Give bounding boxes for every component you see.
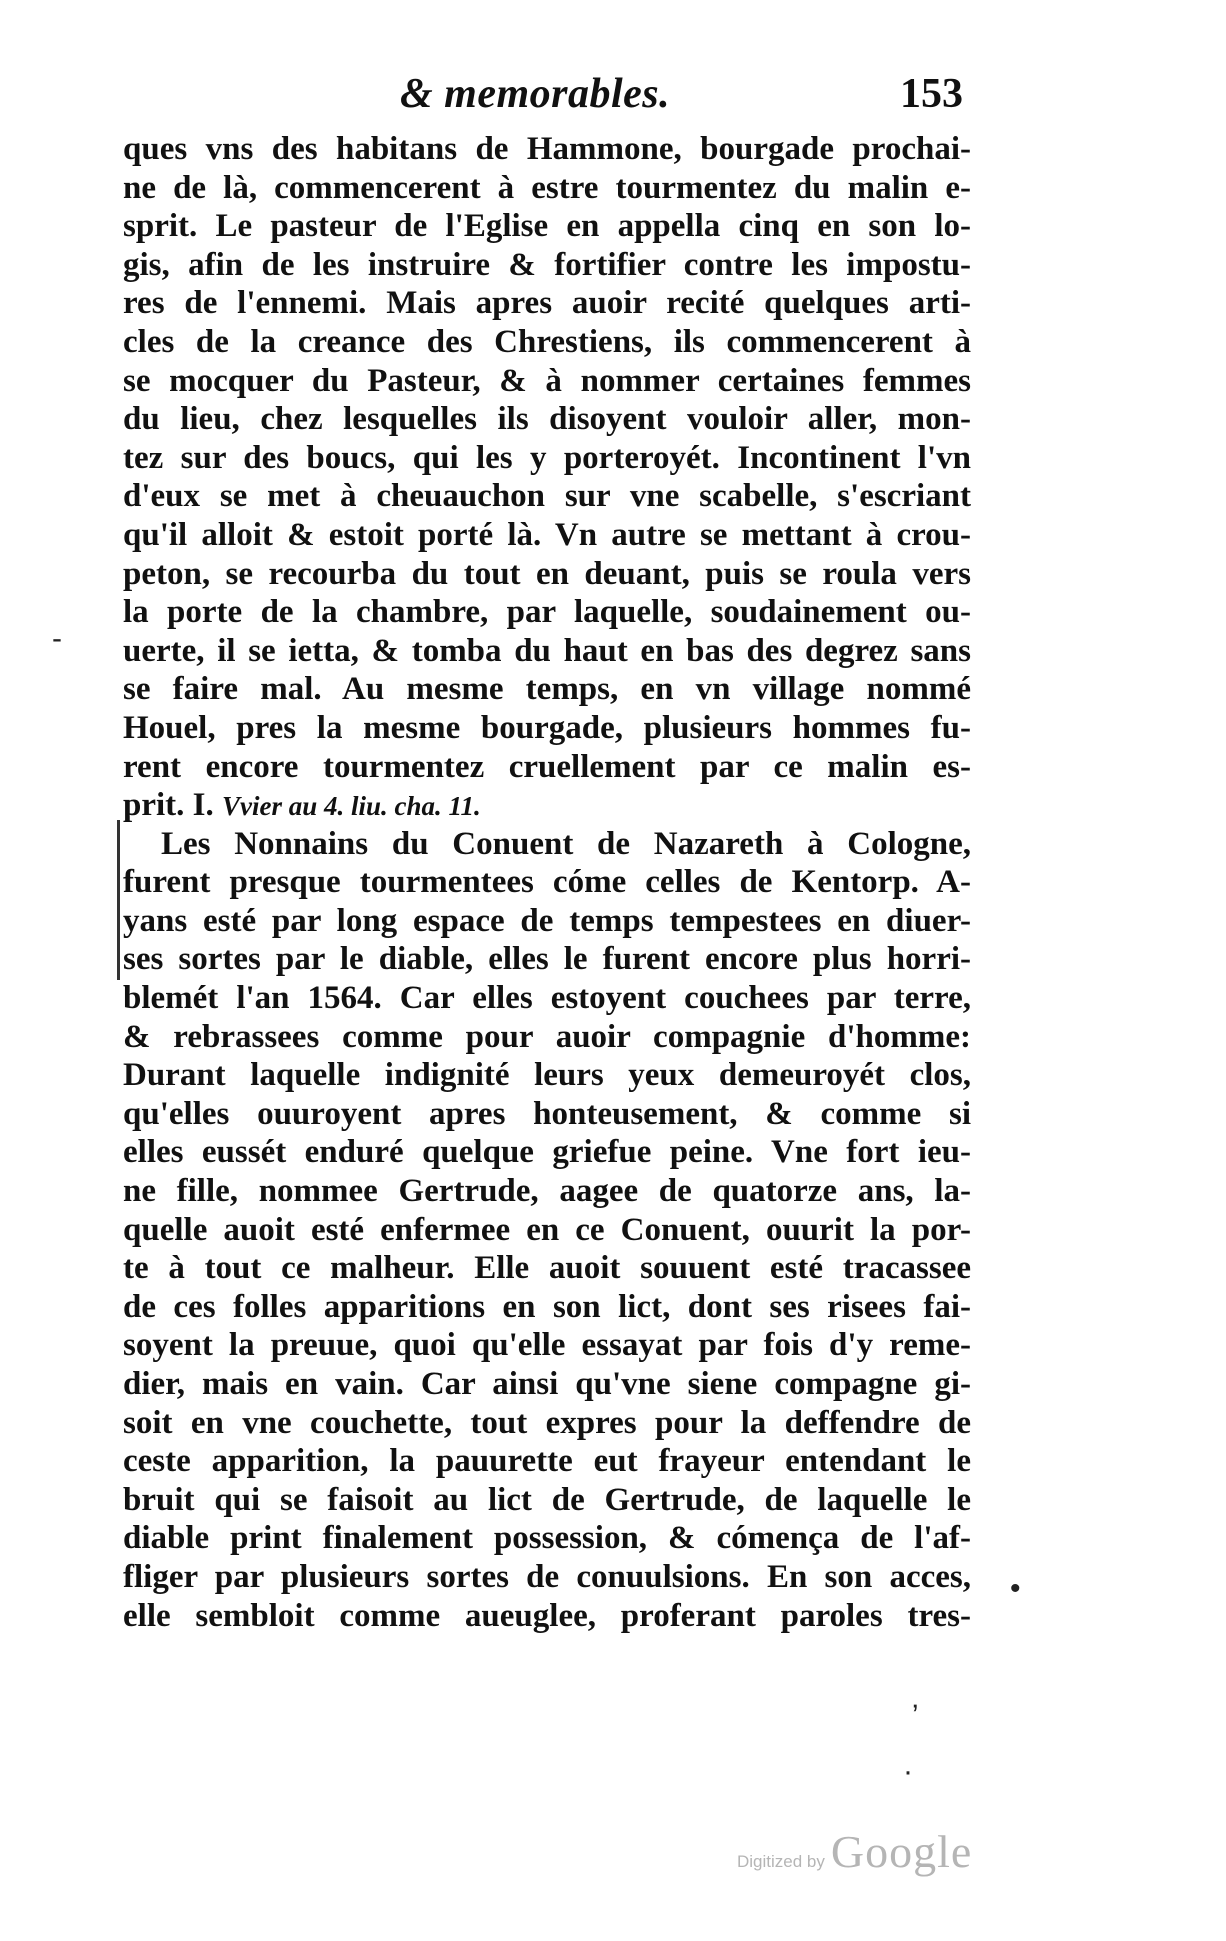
page-number: 153	[900, 71, 963, 117]
text-line	[123, 902, 971, 941]
line-text: res de l'ennemi. Mais apres auoir recité quelques arti-	[123, 285, 971, 322]
line-text: la porte de la chambre, par laquelle, soudainement ou-	[123, 594, 971, 631]
line-text: ques vns des habitans de Hammone, bourgade prochai-	[123, 131, 971, 167]
line-text: de ces folles apparitions en son lict, dont ses risees fai-	[123, 1288, 971, 1325]
digitized-by-label: Digitized by	[737, 1852, 825, 1871]
margin-rule	[117, 820, 120, 980]
line-text: quelle auoit esté enfermee en ce Conuent, ouurit la por-	[123, 1211, 971, 1248]
running-head: & memorables.	[400, 71, 671, 117]
text-line	[123, 825, 971, 864]
line-text: cles de la creance des Chrestiens, ils commencerent à	[123, 323, 971, 360]
line-text: ne fille, nommee Gertrude, aagee de quatorze ans, la-	[123, 1173, 971, 1210]
text-line	[123, 130, 971, 169]
text-line	[123, 1597, 971, 1636]
line-text: elles eussét enduré quelque griefue peine. Vne fort ieu-	[123, 1134, 971, 1171]
text-line	[123, 323, 971, 362]
text-line	[123, 439, 971, 478]
line-text: furent presque tourmentees cóme celles de Kentorp. A-	[123, 864, 971, 901]
text-line	[123, 632, 971, 671]
text-line	[123, 477, 971, 516]
text-line	[123, 593, 971, 632]
text-line	[123, 670, 971, 709]
line-text: tez sur des boucs, qui les y porteroyét. Incontinent l'vn	[123, 439, 971, 476]
text-line	[123, 246, 971, 285]
text-line	[123, 1442, 971, 1481]
text-line	[123, 1133, 971, 1172]
line-text: fliger par plusieurs sortes de conuulsions. En son acces,	[123, 1558, 971, 1595]
line-text: qu'elles ouuroyent apres honteusement, & comme si	[123, 1095, 971, 1132]
text-line	[123, 516, 971, 555]
text-line	[123, 1519, 971, 1558]
line-text: Durant laquelle indignité leurs yeux demeuroyét clos,	[123, 1057, 971, 1094]
text-line	[123, 284, 971, 323]
line-text: gis, afin de les instruire & fortifier contre les impostu-	[123, 246, 971, 283]
text-line	[123, 1288, 971, 1327]
line-text: se mocquer du Pasteur, & à nommer certaines femmes	[123, 362, 971, 399]
line-text: qu'il alloit & estoit porté là. Vn autre se mettant à crou-	[123, 516, 971, 553]
line-text: diable print finalement possession, & cómença de l'af-	[123, 1520, 971, 1557]
text-line	[123, 362, 971, 401]
text-line	[123, 1018, 971, 1057]
text-line	[123, 1481, 971, 1520]
text-line	[123, 1558, 971, 1597]
text-line	[123, 400, 971, 439]
text-line	[123, 169, 971, 208]
line-text: bruit qui se faisoit au lict de Gertrude, de laquelle le	[123, 1481, 971, 1518]
text-line	[123, 786, 971, 825]
line-text: blemét l'an 1564. Car elles estoyent couchees par terre,	[123, 980, 971, 1017]
text-line	[123, 1056, 971, 1095]
line-text: Les Nonnains du Conuent de Nazareth à Cologne,	[161, 825, 971, 862]
text-line	[123, 863, 971, 902]
text-line	[123, 979, 971, 1018]
line-text: peton, se recourba du tout en deuant, puis se roula vers	[123, 555, 971, 592]
line-text: ses sortes par le diable, elles le furent encore plus horri-	[123, 941, 971, 978]
line-text: dier, mais en vain. Car ainsi qu'vne siene compagne gi-	[123, 1366, 971, 1402]
line-text: yans esté par long espace de temps tempestees en diuer-	[123, 902, 971, 939]
line-text: uerte, il se ietta, & tomba du haut en bas des degrez sans	[123, 632, 971, 669]
text-line	[123, 1249, 971, 1288]
margin-speck-mark: ·	[903, 1755, 913, 1788]
line-text: ceste apparition, la pauurette eut frayeur entendant le	[123, 1443, 971, 1480]
line-text: elle sembloit comme aueuglee, proferant paroles tres-	[123, 1597, 971, 1634]
line-text: soyent la preuue, quoi qu'elle essayat par fois d'y reme-	[123, 1327, 971, 1364]
margin-dash-mark: -	[52, 622, 62, 655]
line-text: prit. I.	[123, 787, 222, 824]
citation-note: Vvier au 4. liu. cha. 11.	[222, 791, 481, 822]
line-text: d'eux se met à cheuauchon sur vne scabelle, s'escriant	[123, 478, 971, 515]
line-text: du lieu, chez lesquelles ils disoyent vouloir aller, mon-	[123, 401, 971, 438]
line-text: soit en vne couchette, tout expres pour la deffendre de	[123, 1404, 971, 1441]
text-line	[123, 1326, 971, 1365]
margin-tick-mark: ʼ	[912, 1700, 919, 1733]
text-line	[123, 1404, 971, 1443]
line-text: & rebrassees comme pour auoir compagnie d'homme:	[123, 1018, 971, 1055]
line-text: te à tout ce malheur. Elle auoit souuent esté tracassee	[123, 1250, 971, 1287]
text-line	[123, 940, 971, 979]
text-line	[123, 1095, 971, 1134]
line-text: ne de là, commencerent à estre tourmentez du malin e-	[123, 169, 971, 206]
text-line	[123, 1211, 971, 1250]
line-text: se faire mal. Au mesme temps, en vn village nommé	[123, 671, 971, 708]
text-line	[123, 1365, 971, 1404]
line-text: rent encore tourmentez cruellement par ce malin es-	[123, 748, 971, 785]
line-text: Houel, pres la mesme bourgade, plusieurs hommes fu-	[123, 709, 971, 746]
google-logo: Google	[830, 1826, 973, 1877]
text-line	[123, 1172, 971, 1211]
text-line	[123, 555, 971, 594]
text-line	[123, 748, 971, 787]
text-line	[123, 709, 971, 748]
digitizer-watermark	[737, 1825, 972, 1878]
line-text: sprit. Le pasteur de l'Eglise en appella cinq en son lo-	[123, 208, 971, 245]
text-line	[123, 207, 971, 246]
body-text	[123, 130, 971, 1635]
margin-dot-mark: •	[1010, 1572, 1021, 1605]
